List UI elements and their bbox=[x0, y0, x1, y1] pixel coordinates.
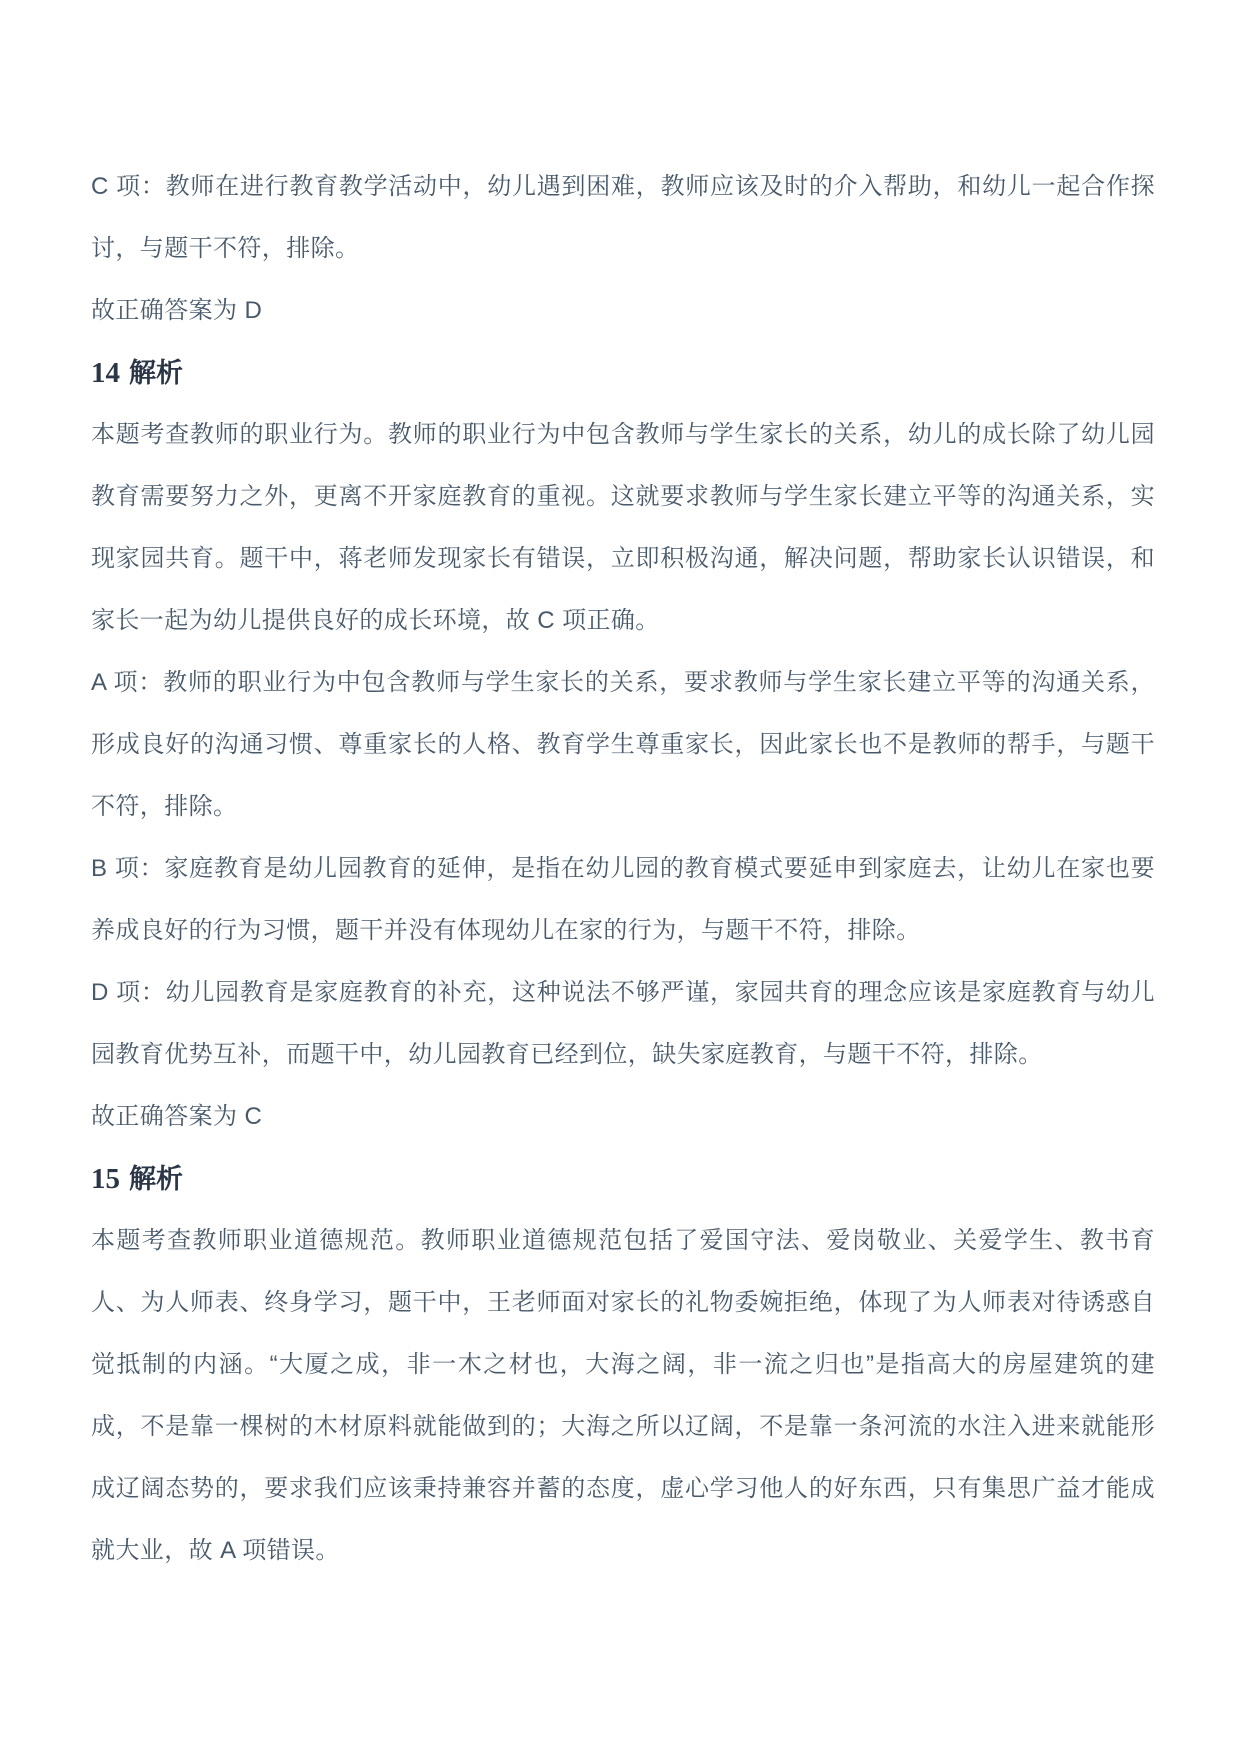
q15-heading-label: 解析 bbox=[129, 1164, 183, 1194]
q14-question-number: 14 bbox=[91, 357, 120, 389]
q15-analysis-paragraph: 本题考查教师职业道德规范。教师职业道德规范包括了爱国守法、爱岗敬业、关爱学生、教书育人、为人师表、终身学习，题干中，王老师面对家长的礼物委婉拒绝，体现了为人师表对待诱惑自觉抵制的内涵。“大厦之成，非一木之材也，大海之阔，非一流之归也”是指高大的房屋建筑的建成，不是靠一棵树的木材原料就能做到的；大海之所以辽阔，不是靠一条河流的水注入进来就能形成辽阔态势的，要求我们应该秉持兼容并蓄的态度，虚心学习他人的好东西，只有集思广益才能成就大业，故 A 项错误。 bbox=[91, 1227, 1155, 1564]
q13-answer-line: 故正确答案为 D bbox=[91, 297, 263, 324]
q14-heading-label: 解析 bbox=[129, 358, 183, 388]
q14-answer-line: 故正确答案为 C bbox=[91, 1103, 263, 1130]
q14-option-b-paragraph: B 项：家庭教育是幼儿园教育的延伸，是指在幼儿园的教育模式要延申到家庭去，让幼儿在家也要养成良好的行为习惯，题干并没有体现幼儿在家的行为，与题干不符，排除。 bbox=[91, 855, 1155, 944]
q14-analysis-paragraph: 本题考查教师的职业行为。教师的职业行为中包含教师与学生家长的关系，幼儿的成长除了幼儿园教育需要努力之外，更离不开家庭教育的重视。这就要求教师与学生家长建立平等的沟通关系，实现家园共育。题干中，蒋老师发现家长有错误，立即积极沟通，解决问题，帮助家长认识错误，和家长一起为幼儿提供良好的成长环境，故 C 项正确。 bbox=[91, 421, 1155, 634]
q15-question-number: 15 bbox=[91, 1163, 120, 1195]
q14-option-d-paragraph: D 项：幼儿园教育是家庭教育的补充，这种说法不够严谨，家园共育的理念应该是家庭教育与幼儿园教育优势互补，而题干中，幼儿园教育已经到位，缺失家庭教育，与题干不符，排除。 bbox=[91, 979, 1155, 1068]
q13-option-c-paragraph: C 项：教师在进行教育教学活动中，幼儿遇到困难，教师应该及时的介入帮助，和幼儿一起合作探讨，与题干不符，排除。 bbox=[91, 173, 1155, 262]
q15-section-heading bbox=[91, 1148, 1155, 1210]
q14-option-a-paragraph: A 项：教师的职业行为中包含教师与学生家长的关系，要求教师与学生家长建立平等的沟通关系，形成良好的沟通习惯、尊重家长的人格、教育学生尊重家长，因此家长也不是教师的帮手，与题干不符，排除。 bbox=[91, 669, 1155, 820]
q14-section-heading bbox=[91, 342, 1155, 404]
